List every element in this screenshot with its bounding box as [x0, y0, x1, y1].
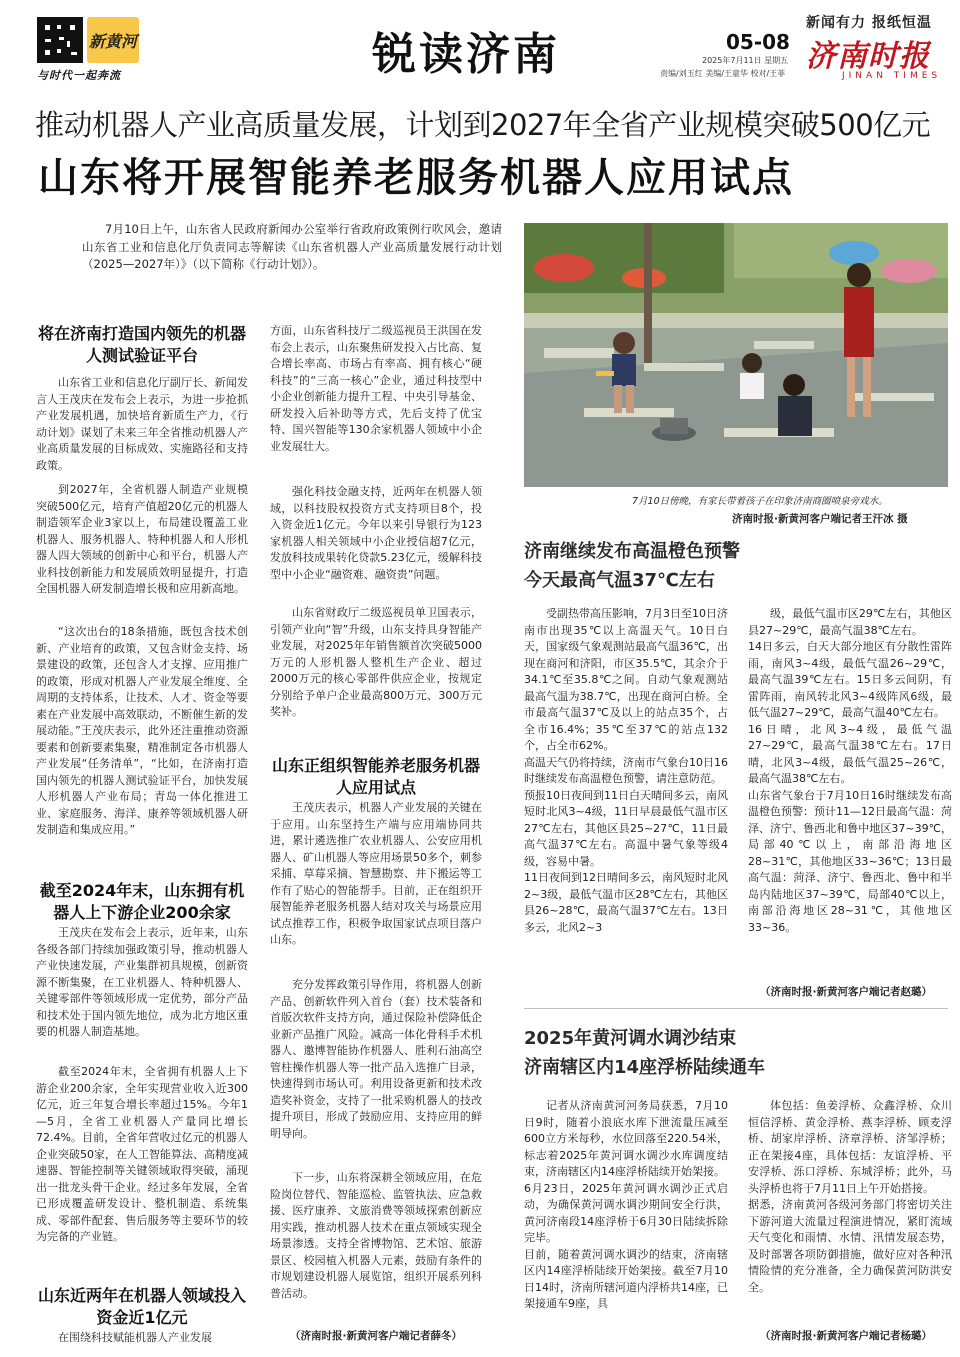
lead-paragraph: 7月10日上午，山东省人民政府新闻办公室举行省政府政策例行吹风会，邀请山东省工业和信息化厅负责同志等解读《山东省机器人产业高质量发展行动计划（2025—2027年）》（以下简称《行动计划》）。 [82, 222, 502, 271]
weather-text-col-a: 受副热带高压影响，7月3日至10日济南市出现35℃以上高温天气。10日白天，国家级气象观测站最高气温36℃，出现在商河和济阳，市区35.5℃，其余介于34.1℃至35.8℃之间。自动气象观测站最高气温为38.7℃，出现在商河白桥。全市最高气温37℃及以上的站点35个，占全市16.4%；35℃至37℃的站点132个，占全市62%。 高温天气仍将持续，济南市气象台10日16时继续发布高温橙色预警，请注意防范。 预报10日夜间到11日白天晴间多云，南风短时北风3~4级，11日早晨最低气温市区27℃左右，其他区县25~27℃，11日最高气温37℃左右。高温中暑气象等级4级，容易中暑。 11日夜间到12日晴间多云，南风短时北风2~3级，最低气温市区28℃左右，其他区县26~28℃，最高气温37℃左右。13日多云，北风2~3 [524, 607, 728, 934]
bridges-text-col-a: 记者从济南黄河河务局获悉，7月10日9时，随着小浪底水库下泄流量压减至600立方米每秒，水位回落至220.54米，标志着2025年黄河调水调沙水库调度结束，济南辖区内14座浮桥陆续开始架接。 6月23日，2025年黄河调水调沙正式启动，为确保黄河调水调沙期间安全行洪，黄河济南段14座浮桥于6月30日陆续拆除完毕。 目前，随着黄河调水调沙的结束，济南辖区内14座浮桥陆续开始架接。截至7月10日14时，济南所辖河道内浮桥共14座，已架接通车9座，具 [524, 1099, 728, 1310]
bridges-text-col-b: 体包括：鱼姜浮桥、众鑫浮桥、众川恒信浮桥、黄金浮桥、燕李浮桥、顾麦浮桥、胡家岸浮桥、济章浮桥、济邹浮桥；正在架接4座，具体包括：友谊浮桥、平安浮桥、泺口浮桥、东城浮桥；此外，马头浮桥也将于7月11日上午开始搭接。 据悉，济南黄河各级河务部门将密切关注下游河道大流量过程演进情况，紧盯流域天气变化和雨情、水情、汛情发展态势，及时部署各项防御措施，做好应对各种汛情险情的充分准备，全力确保黄河防洪安全。 [748, 1099, 952, 1294]
weather-subheadline: 今天最高气温37℃左右 [524, 570, 715, 591]
section-title: 锐读济南 [372, 29, 560, 80]
article-paragraph: 强化科技金融支持，近两年在机器人领域，以科技股权投资方式支持项目8个，投入资金近1亿元。今年以来引导银行为123家机器人相关领域中小企业授信超7亿元，发放科技成果转化贷款5.23亿元，缓解科技型中小企业“融资难、融资贵”问题。 [270, 485, 482, 581]
article-paragraph: 充分发挥政策引导作用，将机器人创新产品、创新软件列入首台（套）技术装备和首版次软件支持方向，通过保险补偿降低企业新产品推广风险。减高一体化骨科手术机器人、邀博智能协作机器人、胜利石油高空管柱操作机器人等一批产品入选推广目录，快速得到市场认可。利用设备更新和技术改造奖补资金，支持了一批采购机器人的技改提升项目，形成了鼓励应用、支持应用的鲜明导向。 [270, 978, 482, 1140]
slogan: 与时代一起奔流 [37, 69, 121, 82]
article-paragraph: 王茂庆在发布会上表示，近年来，山东各级各部门持续加强政策引导，推动机器人产业快速发展，产业集群初具规模，创新资源不断集聚，在工业机器人、特种机器人、关键零部件等领域形成一定优势，部分产品和技术处于国内领先地位，成为北方地区重要的机器人制造基地。 [36, 926, 248, 1038]
article-paragraph: 截至2024年末，全省拥有机器人上下游企业200余家，全年实现营业收入近300亿元，近三年复合增长率超过15%。今年1—5月，全省工业机器人产量同比增长72.4%。目前，全省年营收过亿元的机器人企业突破50家，在人工智能算法、高精度减速器、智能控制等关键领域取得突破，涌现出一批龙头骨干企业。经过多年发展，全省已形成覆盖研发设计、整机制造、系统集成、零部件配套、售后服务等主要环节的较为完备的产业链。 [36, 1065, 248, 1243]
brand-logo: 新黄河 [87, 17, 139, 63]
article-paragraph: 下一步，山东将深耕全领域应用，在危险岗位替代、智能巡检、监管执法、应急救援、医疗康养、文旅消费等领域探索创新应用实践，推动机器人技术在重点领域实现全场景渗透。支持全省博物馆、艺术馆、旅游景区、校园植入机器人元素，鼓励有条件的市规划建设机器人展览馆，组织开展系列科普活动。 [270, 1171, 482, 1300]
section-heading-testing-platform: 将在济南打造国内领先的机器人测试验证平台 [37, 324, 246, 365]
article-paragraph: 到2027年，全省机器人制造产业规模突破500亿元，培育产值超20亿元的机器人制造领军企业3家以上，布局建设覆盖工业机器人、服务机器人、特种机器人和人形机器人四大领域的创新中心和平台，机器人产业科技创新能力和发展质效明显提升，打造全国机器人研发制造增长极和应用新高地。 [36, 483, 248, 595]
article-paragraph: 在围绕科技赋能机器人产业发展 [58, 1331, 212, 1344]
issue-date: 2025年7月11日 星期五 [702, 56, 789, 65]
paper-motto: 新闻有力 报纸恒温 [806, 15, 932, 31]
paper-name-en: JINAN TIMES [842, 71, 942, 81]
article-paragraph: 山东省工业和信息化厅副厅长、新闻发言人王茂庆在发布会上表示，为进一步抢抓产业发展机遇，加快培育新质生产力，《行动计划》谋划了未来三年全省推动机器人产业高质量发展的目标成效、实施路径和支持政策。 [36, 376, 248, 472]
fountain-photo [524, 223, 948, 487]
qr-code-icon [37, 17, 83, 63]
page-number: 05-08 [726, 30, 790, 54]
reporter-credit: （济南时报·新黄河客户端记者薛冬） [290, 1330, 462, 1342]
weather-text-col-b: 级，最低气温市区29℃左右，其他区县27~29℃，最高气温38℃左右。 14日多云，白天大部分地区有分散性雷阵雨，南风3~4级，最低气温26~29℃，最高气温39℃左右。15日多云间阴，有雷阵雨，南风转北风3~4级阵风6级，最低气温27~29℃，最高气温40℃左右。 16日晴，北风3~4级，最低气温27~29℃，最高气温38℃左右。17日晴，北风3~4级，最低气温25~26℃，最高气温38℃左右。 山东省气象台于7月10日16时继续发布高温橙色预警：预计11—12日最高气温：菏泽、济宁、鲁西北和鲁中地区37~39℃，局部40℃以上，南部沿海地区28~31℃，其他地区33~36℃；13日最高气温：菏泽、济宁、鲁西北、鲁中和半岛内陆地区37~39℃，局部40℃以上，南部沿海地区28~31℃，其他地区33~36。 [748, 607, 952, 934]
reporter-credit: （济南时报·新黄河客户端记者杨璐） [760, 1330, 932, 1342]
editor-credits: 责编/刘玉红 美编/王童华 校对/王菲 [660, 69, 786, 78]
article-paragraph: 方面，山东省科技厅二级巡视员王洪国在发布会上表示，山东聚焦研发投入占比高、复合增长率高、市场占有率高、拥有核心“硬科技”的“三高一核心”企业，通过科技型中小企业创新能力提升工程、中央引导基金、研发投入后补助等方式，先后支持了优宝特、国兴智能等130余家机器人领域中小企业发展壮大。 [270, 324, 482, 453]
article-paragraph: 山东省财政厅二级巡视员单卫国表示，引领产业向“智”升级，山东支持具身智能产业发展，对2025年年销售额首次突破5000万元的人形机器人整机生产企业、超过2000万元的核心零部件供应企业，按规定分别给予单户企业最高800万元、300万元奖补。 [270, 606, 482, 718]
bridges-subheadline: 济南辖区内14座浮桥陆续通车 [524, 1057, 766, 1078]
subheadline: 推动机器人产业高质量发展，计划到2027年全省产业规模突破500亿元 [35, 108, 931, 142]
article-paragraph: “这次出台的18条措施，既包含技术创新、产业培育的政策，又包含财金支持、场景建设的政策，还包含人才支撑、应用推广的政策，形成对机器人产业发展全维度、全周期的支持体系，让技术、人才、资金等要素在产业发展中高效联动，不断催生新的发展动能。”王茂庆表示，此外还注重推动资源要素和创新要素集聚，精准制定各市机器人产业发展“任务清单”，“比如，在济南打造国内领先的机器人测试验证平台，加快发展人形机器人产业布局；青岛一体化推进工业、家庭服务、海洋、康养等领域机器人研发制造和集成应用。” [36, 625, 248, 836]
bridges-headline: 2025年黄河调水调沙结束 [524, 1028, 737, 1049]
divider [524, 1008, 948, 1009]
article-paragraph: 王茂庆表示，机器人产业发展的关键在于应用。山东坚持生产端与应用端协同共进，累计遴选推广农业机器人、公安应用机器人、矿山机器人等应用场景50多个，刺参采捕、草莓采摘、智慧勘察、井下搬运等工作有了贴心的智能帮手。目前，正在组织开展智能养老服务机器人结对攻关与场景应用试点推荐工作，积极争取国家试点项目落户山东。 [270, 801, 482, 946]
reporter-credit: （济南时报·新黄河客户端记者赵璐） [760, 986, 932, 998]
photo-caption: 7月10日傍晚，有家长带着孩子在印象济南商圈喷泉旁戏水。 [632, 496, 888, 507]
weather-headline: 济南继续发布高温橙色预警 [524, 541, 740, 562]
paper-logo: 济南时报 [806, 39, 930, 71]
main-headline: 山东将开展智能养老服务机器人应用试点 [38, 155, 794, 201]
section-heading-elderly-care: 山东正组织智能养老服务机器人应用试点 [271, 756, 480, 797]
section-heading-investment: 山东近两年在机器人领域投入资金近1亿元 [37, 1286, 246, 1327]
photo-credit: 济南时报·新黄河客户端记者王汗冰 摄 [732, 513, 908, 525]
section-heading-enterprises: 截至2024年末，山东拥有机器人上下游企业200余家 [39, 881, 245, 922]
